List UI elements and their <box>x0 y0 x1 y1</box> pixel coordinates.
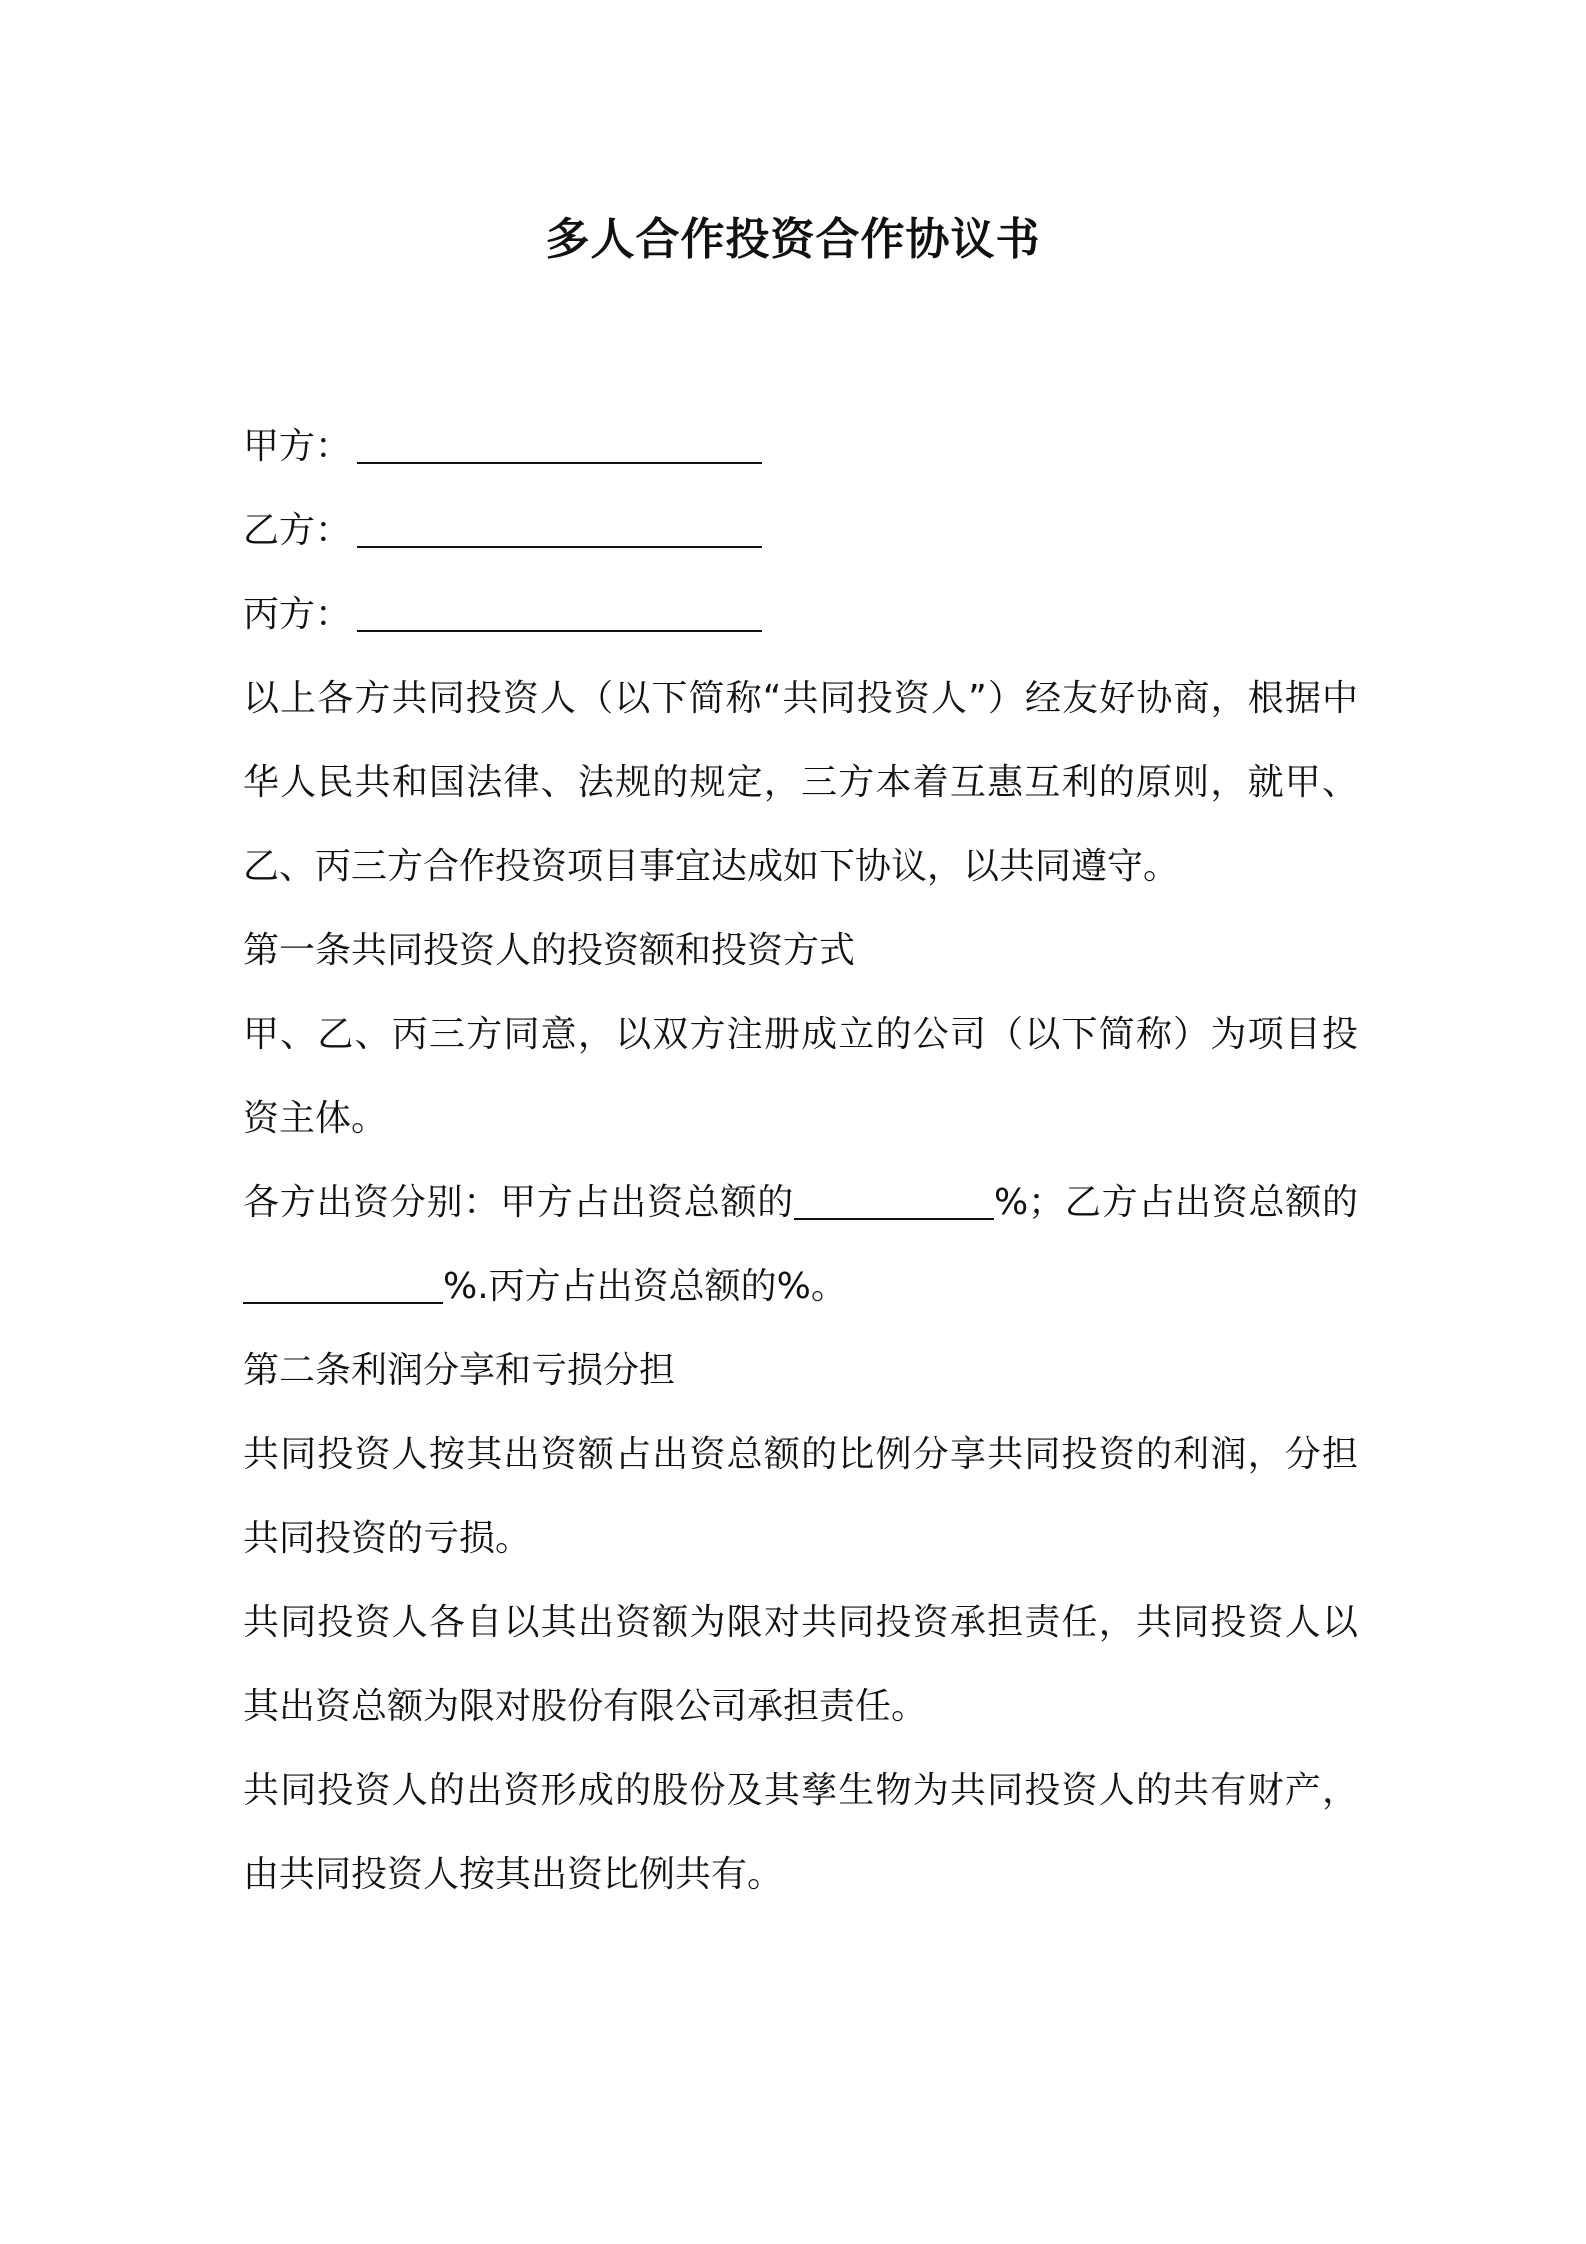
party-a-blank <box>357 422 762 464</box>
party-b-line <box>243 489 1358 573</box>
party-a-share-blank <box>794 1178 994 1220</box>
article-1-heading: 第一条共同投资人的投资额和投资方式 <box>243 930 856 971</box>
article-2-paragraph-3: 共同投资人的出资形成的股份及其孳生物为共同投资人的共有财产，由共同投资人按其出资比例共有。 <box>243 1770 1358 1895</box>
article-2-paragraph-1: 共同投资人按其出资额占出资总额的比例分享共同投资的利润，分担共同投资的亏损。 <box>243 1434 1358 1559</box>
article-1-paragraph-2-part-1: 各方出资分别：甲方占出资总额的 <box>243 1182 794 1223</box>
article-2-heading: 第二条利润分享和亏损分担 <box>243 1350 676 1391</box>
party-c-blank <box>357 590 762 632</box>
document-title: 多人合作投资合作协议书 <box>545 214 1041 265</box>
article-1-paragraph-1: 甲、乙、丙三方同意，以双方注册成立的公司（以下简称）为项目投资主体。 <box>243 1014 1358 1139</box>
article-1-paragraph-2-part-2: %；乙方占出资总额的 <box>993 1182 1358 1223</box>
party-b-share-blank <box>243 1262 443 1304</box>
intro-paragraph: 以上各方共同投资人（以下简称“共同投资人”）经友好协商，根据中华人民共和国法律、法规的规定，三方本着互惠互利的原则，就甲、乙、丙三方合作投资项目事宜达成如下协议，以共同遵守。 <box>243 678 1358 887</box>
party-c-line <box>243 573 1358 657</box>
party-c-label: 丙方： <box>243 594 352 635</box>
article-1-paragraph-2-part-3: %.丙方占出资总额的%。 <box>443 1266 847 1307</box>
party-a-line <box>243 405 1358 489</box>
party-a-label: 甲方： <box>243 426 352 467</box>
document-body <box>243 405 1358 1917</box>
article-1-paragraph-2 <box>243 1161 1358 1329</box>
party-b-blank <box>357 506 762 548</box>
article-2-paragraph-2: 共同投资人各自以其出资额为限对共同投资承担责任，共同投资人以其出资总额为限对股份有限公司承担责任。 <box>243 1602 1358 1727</box>
party-b-label: 乙方： <box>243 510 352 551</box>
